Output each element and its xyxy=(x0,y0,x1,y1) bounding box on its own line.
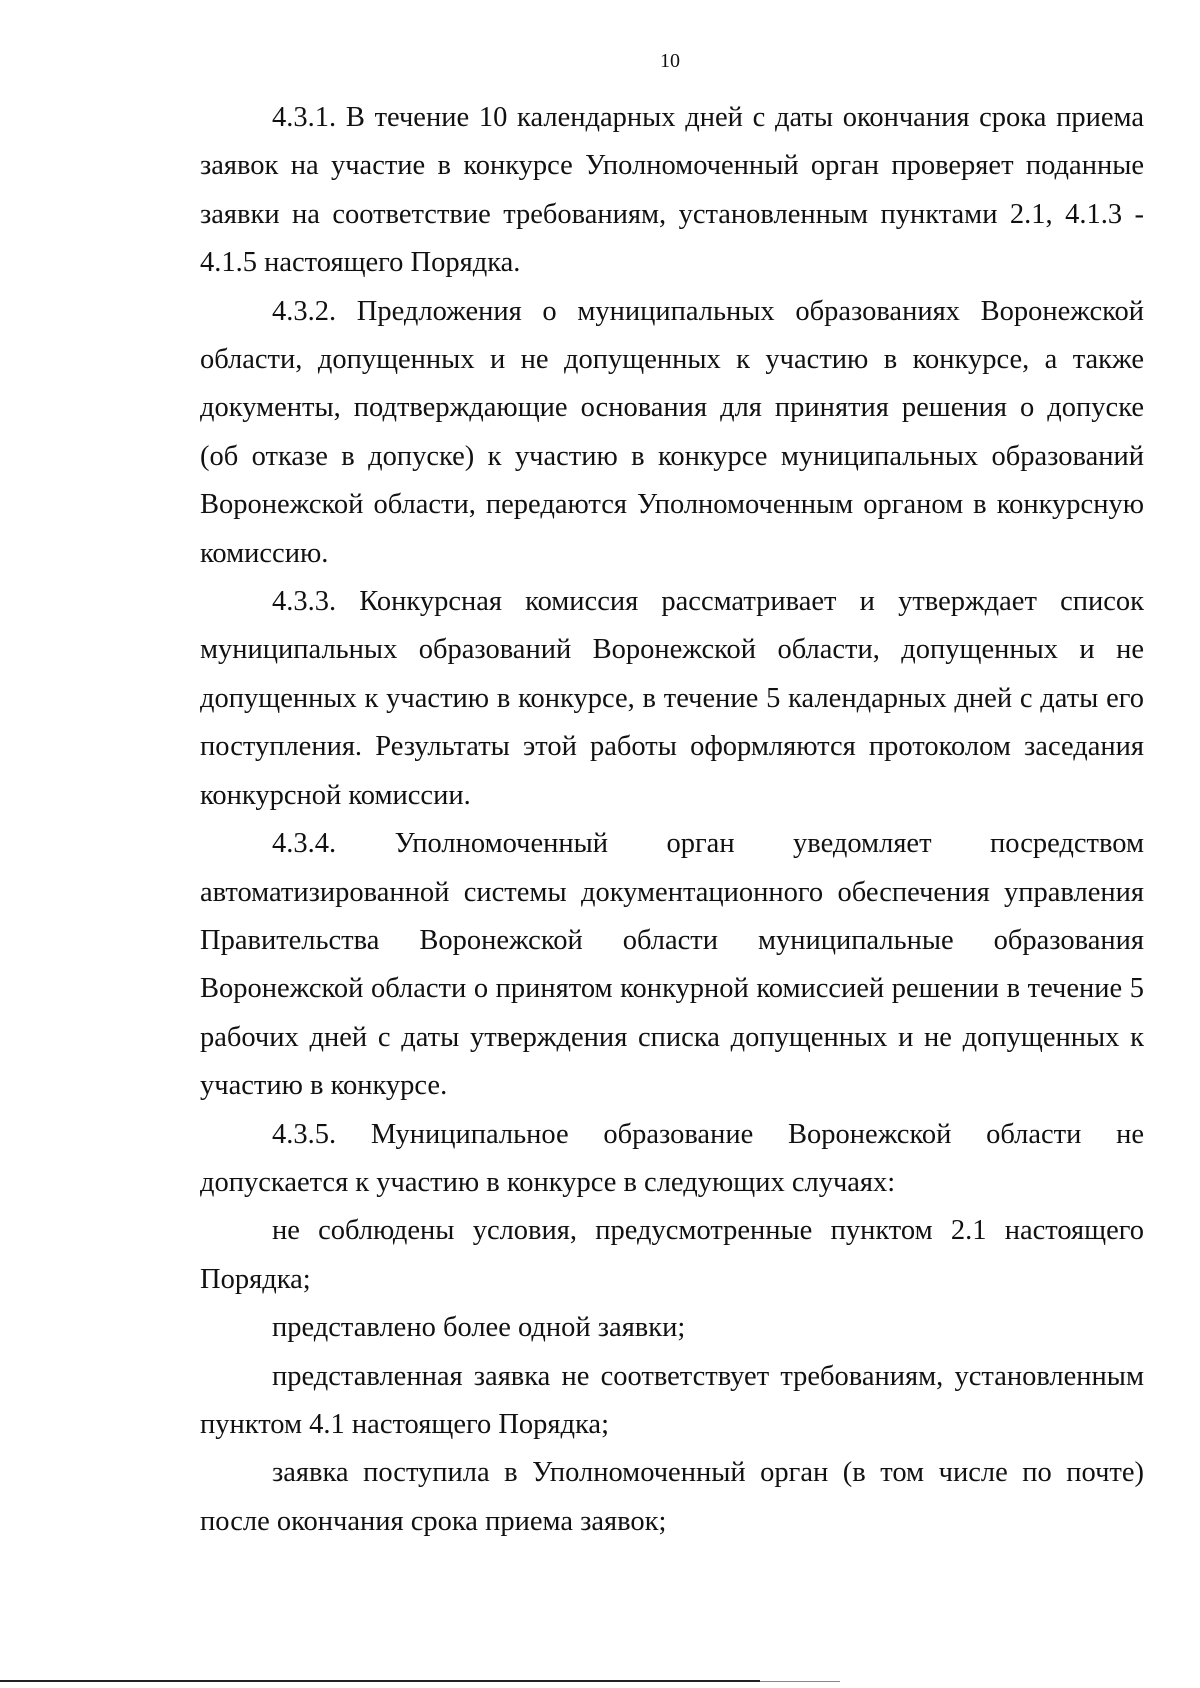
paragraph-4-3-4: 4.3.4. Уполномоченный орган уведомляет посредством автоматизированной системы документационного обеспечения управления Правительства Воронежской области муниципальные образования Воронежской области о принятом конкурной комиссией решении в течение 5 рабочих дней с даты утверждения списка допущенных и не допущенных к участию в конкурсе. xyxy=(200,828,1144,1102)
list-item-multiple-applications: представлено более одной заявки; xyxy=(272,1312,686,1344)
paragraph-4-3-3: 4.3.3. Конкурсная комиссия рассматривает и утверждает список муниципальных образований Воронежской области, допущенных и не допущенных к участию в конкурсе, в течение 5 календарных дней с даты его поступления. Результаты этой работы оформляются протоколом заседания конкурсной комиссии. xyxy=(200,586,1144,811)
paragraph-4-3-1: 4.3.1. В течение 10 календарных дней с даты окончания срока приема заявок на участие в конкурсе Уполномоченный орган проверяет поданные заявки на соответствие требованиям, установленным пунктами 2.1, 4.1.3 - 4.1.5 настоящего Порядка. xyxy=(200,102,1144,279)
page-number: 10 xyxy=(660,50,680,72)
list-item-late-submission: заявка поступила в Уполномоченный орган (в том числе по почте) после окончания срока приема заявок; xyxy=(200,1457,1144,1537)
document-body xyxy=(200,94,1144,1546)
paragraph-4-3-2: 4.3.2. Предложения о муниципальных образованиях Воронежской области, допущенных и не допущенных к участию в конкурсе, а также документы, подтверждающие основания для принятия решения о допуске (об отказе в допуске) к участию в конкурсе муниципальных образований Воронежской области, передаются Уполномоченным органом в конкурсную комиссию. xyxy=(200,295,1144,569)
scan-edge-line xyxy=(0,1680,760,1682)
paragraph-4-3-5: 4.3.5. Муниципальное образование Воронежской области не допускается к участию в конкурсе в следующих случаях: xyxy=(200,1118,1144,1198)
list-item-condition-2-1: не соблюдены условия, предусмотренные пунктом 2.1 настоящего Порядка; xyxy=(200,1215,1144,1295)
scan-edge-line-faint xyxy=(760,1681,840,1682)
list-item-requirements-4-1: представленная заявка не соответствует требованиям, установленным пунктом 4.1 настоящего Порядка; xyxy=(200,1360,1144,1440)
